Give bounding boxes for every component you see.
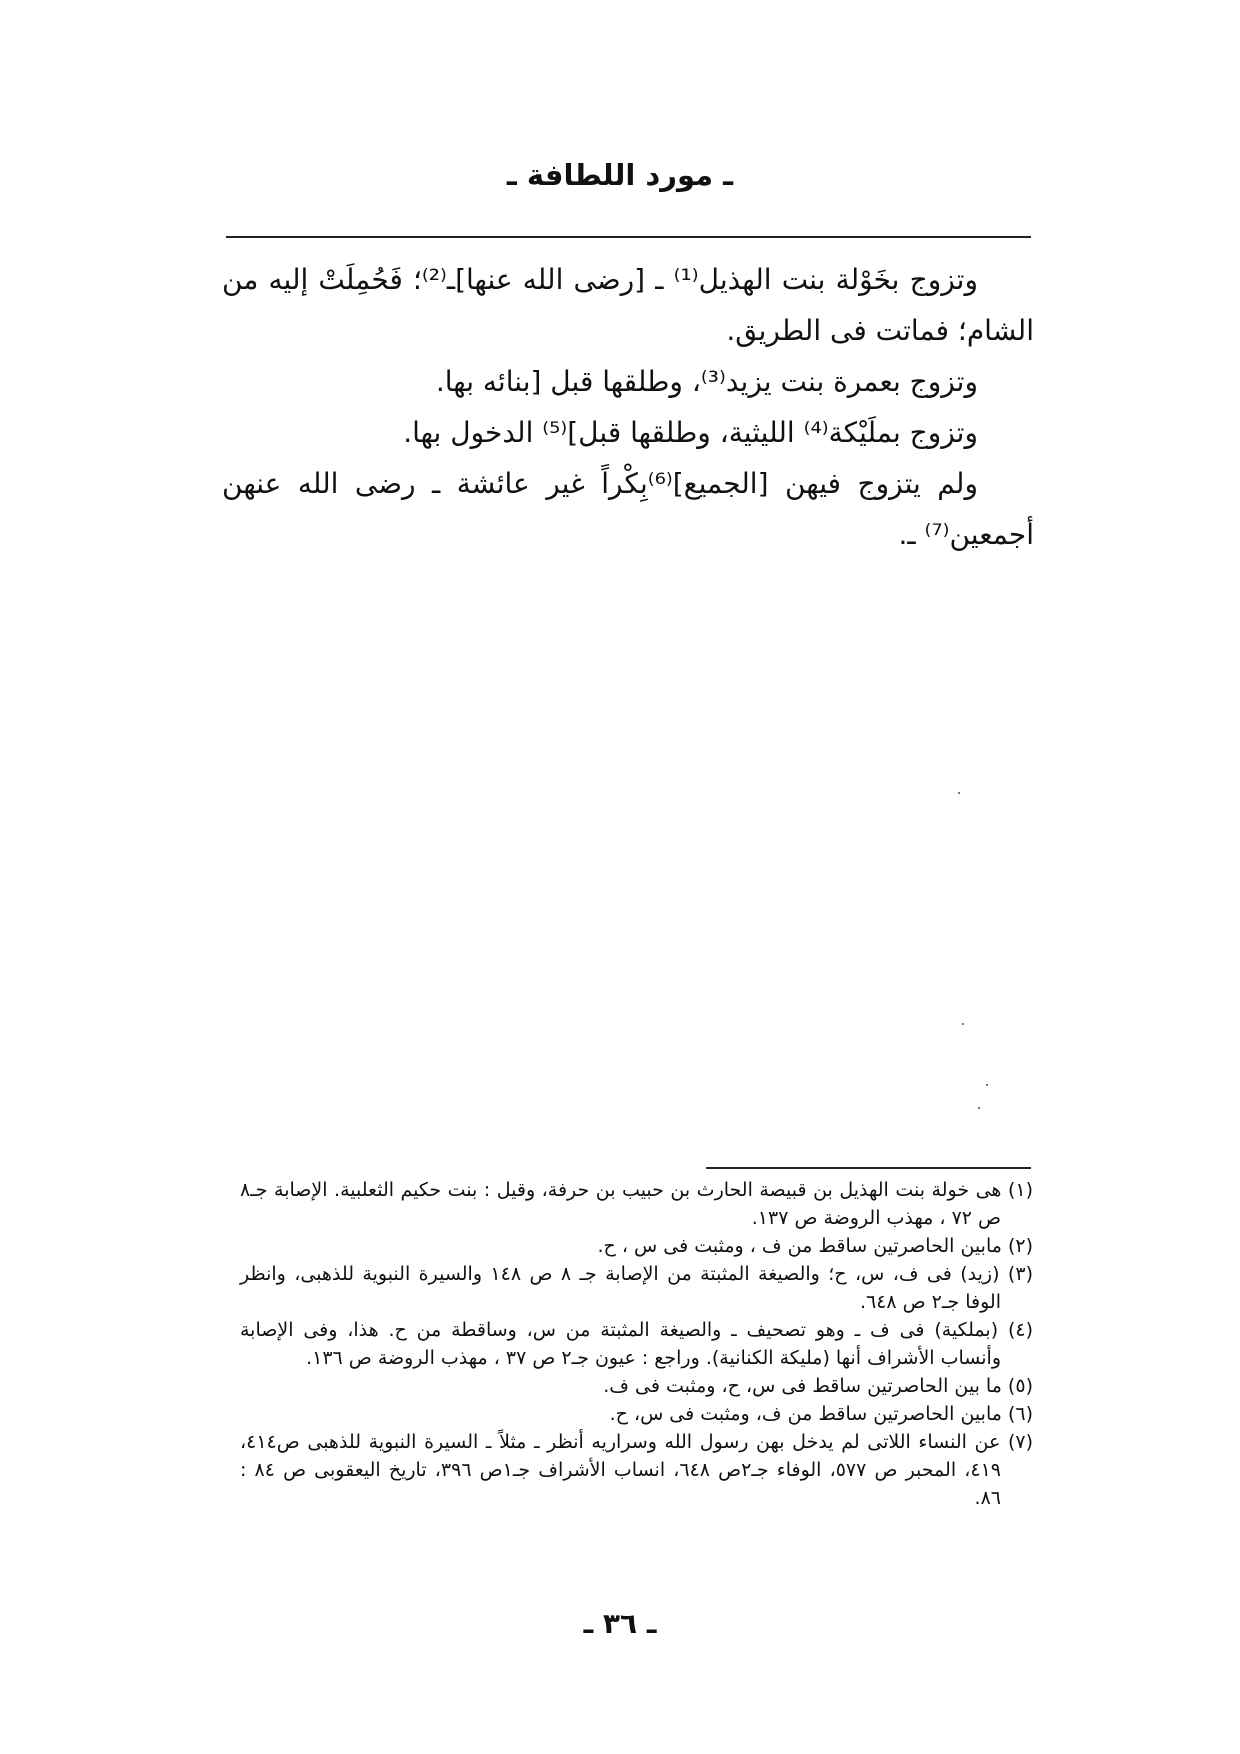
scan-speck [978,1107,980,1109]
scan-speck [986,1084,988,1086]
page-number: ـ ٣٦ ـ [583,1607,657,1640]
footnote-1: (١) هى خولة بنت الهذيل بن قبيصة الحارث بن حبيب بن حرفة، وقيل : بنت حكيم الثعلبية. الإصابة جـ٨ ص ٧٢ ، مهذب الروضة ص ١٣٧. [240,1179,1033,1229]
paragraph: ولم يتزوج فيهن [الجميع]⁽⁶⁾بِكْراً غير عائشة ـ رضى الله عنهن أجمعين⁽⁷⁾ ـ. [222,467,1034,551]
paragraph: وتزوج بملَيْكة⁽⁴⁾ الليثية، وطلقها قبل]⁽⁵⁾ الدخول بها. [403,416,978,449]
footnote-7: (٧) عن النساء اللاتى لم يدخل بهن رسول الله وسراريه أنظر ـ مثلاً ـ السيرة النبوية للذهبى ص٤١٤، ٤١٩، المحبر ص ٥٧٧، الوفاء جـ٢ص ٦٤٨، انساب الأشراف جـ١ص ٣٩٦، تاريخ اليعقوبى ص ٨٤ : ٨٦. [240,1431,1033,1509]
running-header: ـ مورد اللطافة ـ [506,158,734,192]
footnote-6: (٦) مابين الحاصرتين ساقط من ف، ومثبت فى س، ح. [609,1403,1033,1425]
footnote-2: (٢) مابين الحاصرتين ساقط من ف ، ومثبت فى س ، ح. [597,1235,1033,1257]
paragraph: وتزوج بعمرة بنت يزيد⁽³⁾، وطلقها قبل [بنائه بها. [435,365,978,398]
scan-speck [962,1023,964,1025]
footnote-5: (٥) ما بين الحاصرتين ساقط فى س، ح، ومثبت فى ف. [603,1375,1033,1397]
footnotes [240,1176,1033,1512]
footnote-4: (٤) (بملكية) فى ف ـ وهو تصحيف ـ والصيغة المثبتة من س، وساقطة من ح. هذا، وفى الإصابة وأنساب الأشراف أنها (مليكة الكنانية). وراجع : عيون جـ٢ ص ٣٧ ، مهذب الروضة ص ١٣٦. [240,1319,1033,1369]
footnote-separator [706,1167,1031,1169]
header-rule [226,236,1031,238]
scan-speck [958,792,960,794]
footnote-3: (٣) (زيد) فى ف، س، ح؛ والصيغة المثبتة من الإصابة جـ ٨ ص ١٤٨ والسيرة النبوية للذهبى، وانظر الوفا جـ٢ ص ٦٤٨. [240,1263,1033,1313]
paragraph: وتزوج بخَوْلة بنت الهذيل⁽¹⁾ ـ [رضى الله عنها]ـ⁽²⁾؛ فَحُمِلَتْ إليه من الشام؛ فماتت فى الطريق. [222,263,1034,347]
main-text [222,254,1034,560]
